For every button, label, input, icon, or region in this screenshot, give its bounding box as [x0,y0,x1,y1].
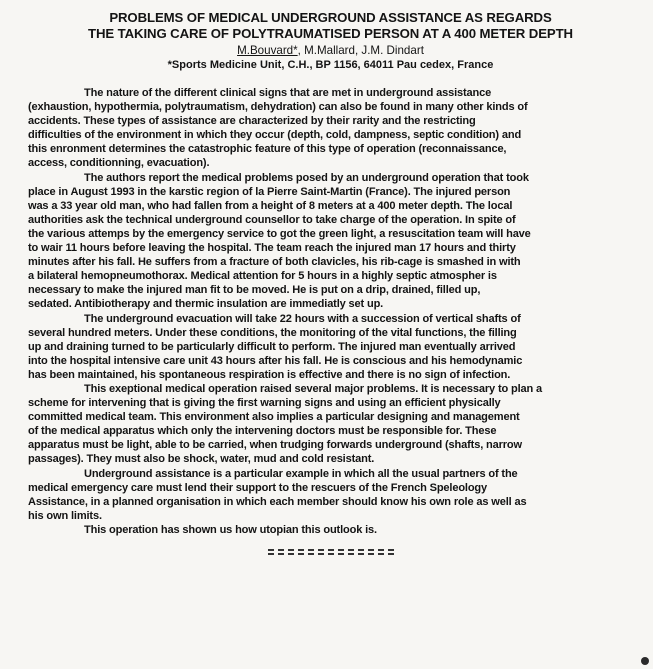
paragraph-line: up and draining turned to be particularly difficult to perform. The injured man eventually arrived [28,340,516,353]
paragraph-line: accidents. These types of assistance are characterized by their rarity and the restricting [28,115,476,128]
paragraph [28,467,633,523]
paragraph-line: to wair 11 hours before leaving the hospital. The team reach the injured man 17 hours and thirty [28,242,516,255]
paragraph-line: Assistance, in a planned organisation in which each member should know his own role as well as [28,495,527,508]
paragraph-line: minutes after his fall. He suffers from a fracture of both clavicles, his rib-cage is smashed in with [28,256,521,269]
title-line-2: THE TAKING CARE OF POLYTRAUMATISED PERSON AT A 400 METER DEPTH [88,26,573,41]
lead-author: M.Bouvard* [237,44,298,57]
paragraph-line: This operation has shown us how utopian this outlook is. [84,523,377,536]
paragraph-line: sedated. Antibiotherapy and thermic insulation are immediatly set up. [28,298,384,311]
page-corner-mark [641,657,649,665]
paragraph-line: apparatus must be light, able to be carried, when trudging forwards underground (shafts, narrow [28,439,522,452]
paragraph-line: medical emergency care must lend their support to the rescuers of the French Speleology [28,481,488,494]
paper-title [28,10,633,42]
paragraph-line: scheme for intervening that is giving the first warning signs and using an efficient physically [28,397,501,410]
paragraph-line: access, conditionning, evacuation). [28,157,210,170]
co-authors: , M.Mallard, J.M. Dindart [297,44,424,57]
paragraph [28,523,633,537]
paragraph [28,171,633,312]
paragraph-line: passages). They must also be shock, water, mud and cold resistant. [28,453,375,466]
paragraph-line: This exeptional medical operation raised several major problems. It is necessary to plan a [84,382,543,395]
paragraph-line: The nature of the different clinical signs that are met in underground assistance [84,87,492,99]
paragraph [28,312,633,382]
paragraph-line: has been maintained, his spontaneous respiration is effective and there is no sign of infection. [28,368,511,381]
paragraph-line: Underground assistance is a particular example in which all the usual partners of the [84,467,518,480]
paragraph-line: difficulties of the environment in which they occur (depth, cold, dampness, septic condition) and [28,129,522,142]
paragraph-line: this enronment determines the catastrophic feature of this type of operation (reconnaissance, [28,143,507,156]
title-line-1: PROBLEMS OF MEDICAL UNDERGROUND ASSISTANCE AS REGARDS [109,10,552,25]
abstract-body [28,86,633,537]
author-list [28,43,633,58]
paragraph-line: place in August 1993 in the karstic region of la Pierre Saint-Martin (France). The injured person [28,185,511,198]
paragraph-line: necessary to make the injured man fit to be moved. He is put on a drip, drained, filled up, [28,284,481,297]
paragraph-line: his own limits. [28,509,102,522]
paragraph-line: The authors report the medical problems posed by an underground operation that took [84,171,529,184]
end-separator [28,547,633,557]
paragraph-line: the various attemps by the emergency service to got the green light, a resuscitation team will have [28,227,531,240]
paragraph-line: The underground evacuation will take 22 hours with a succession of vertical shafts of [84,312,521,325]
paragraph [28,86,633,171]
paragraph [28,382,633,467]
paragraph-line: of the medical apparatus which only the intervening doctors must be responsible for. These [28,425,497,438]
paragraph-line: was a 33 year old man, who had fallen from a height of 8 meters at a 400 meter depth. The local [28,199,513,212]
affiliation: *Sports Medicine Unit, C.H., BP 1156, 64011 Pau cedex, France [167,59,494,71]
paragraph-line: (exhaustion, hypothermia, polytraumatism, dehydration) can also be found in many other kinds of [28,101,528,114]
paragraph-line: a bilateral hemopneumothorax. Medical attention for 5 hours in a highly septic atmospher is [28,270,497,283]
paragraph-line: into the hospital intensive care unit 43 hours after his fall. He is conscious and his hemodynamic [28,354,523,367]
paragraph-line: committed medical team. This environment also implies a particular designing and management [28,411,520,424]
paragraph-line: authorities ask the technical underground counsellor to take charge of the operation. In spite of [28,213,516,226]
paragraph-line: several hundred meters. Under these conditions, the monitoring of the vital functions, the filling [28,326,517,339]
